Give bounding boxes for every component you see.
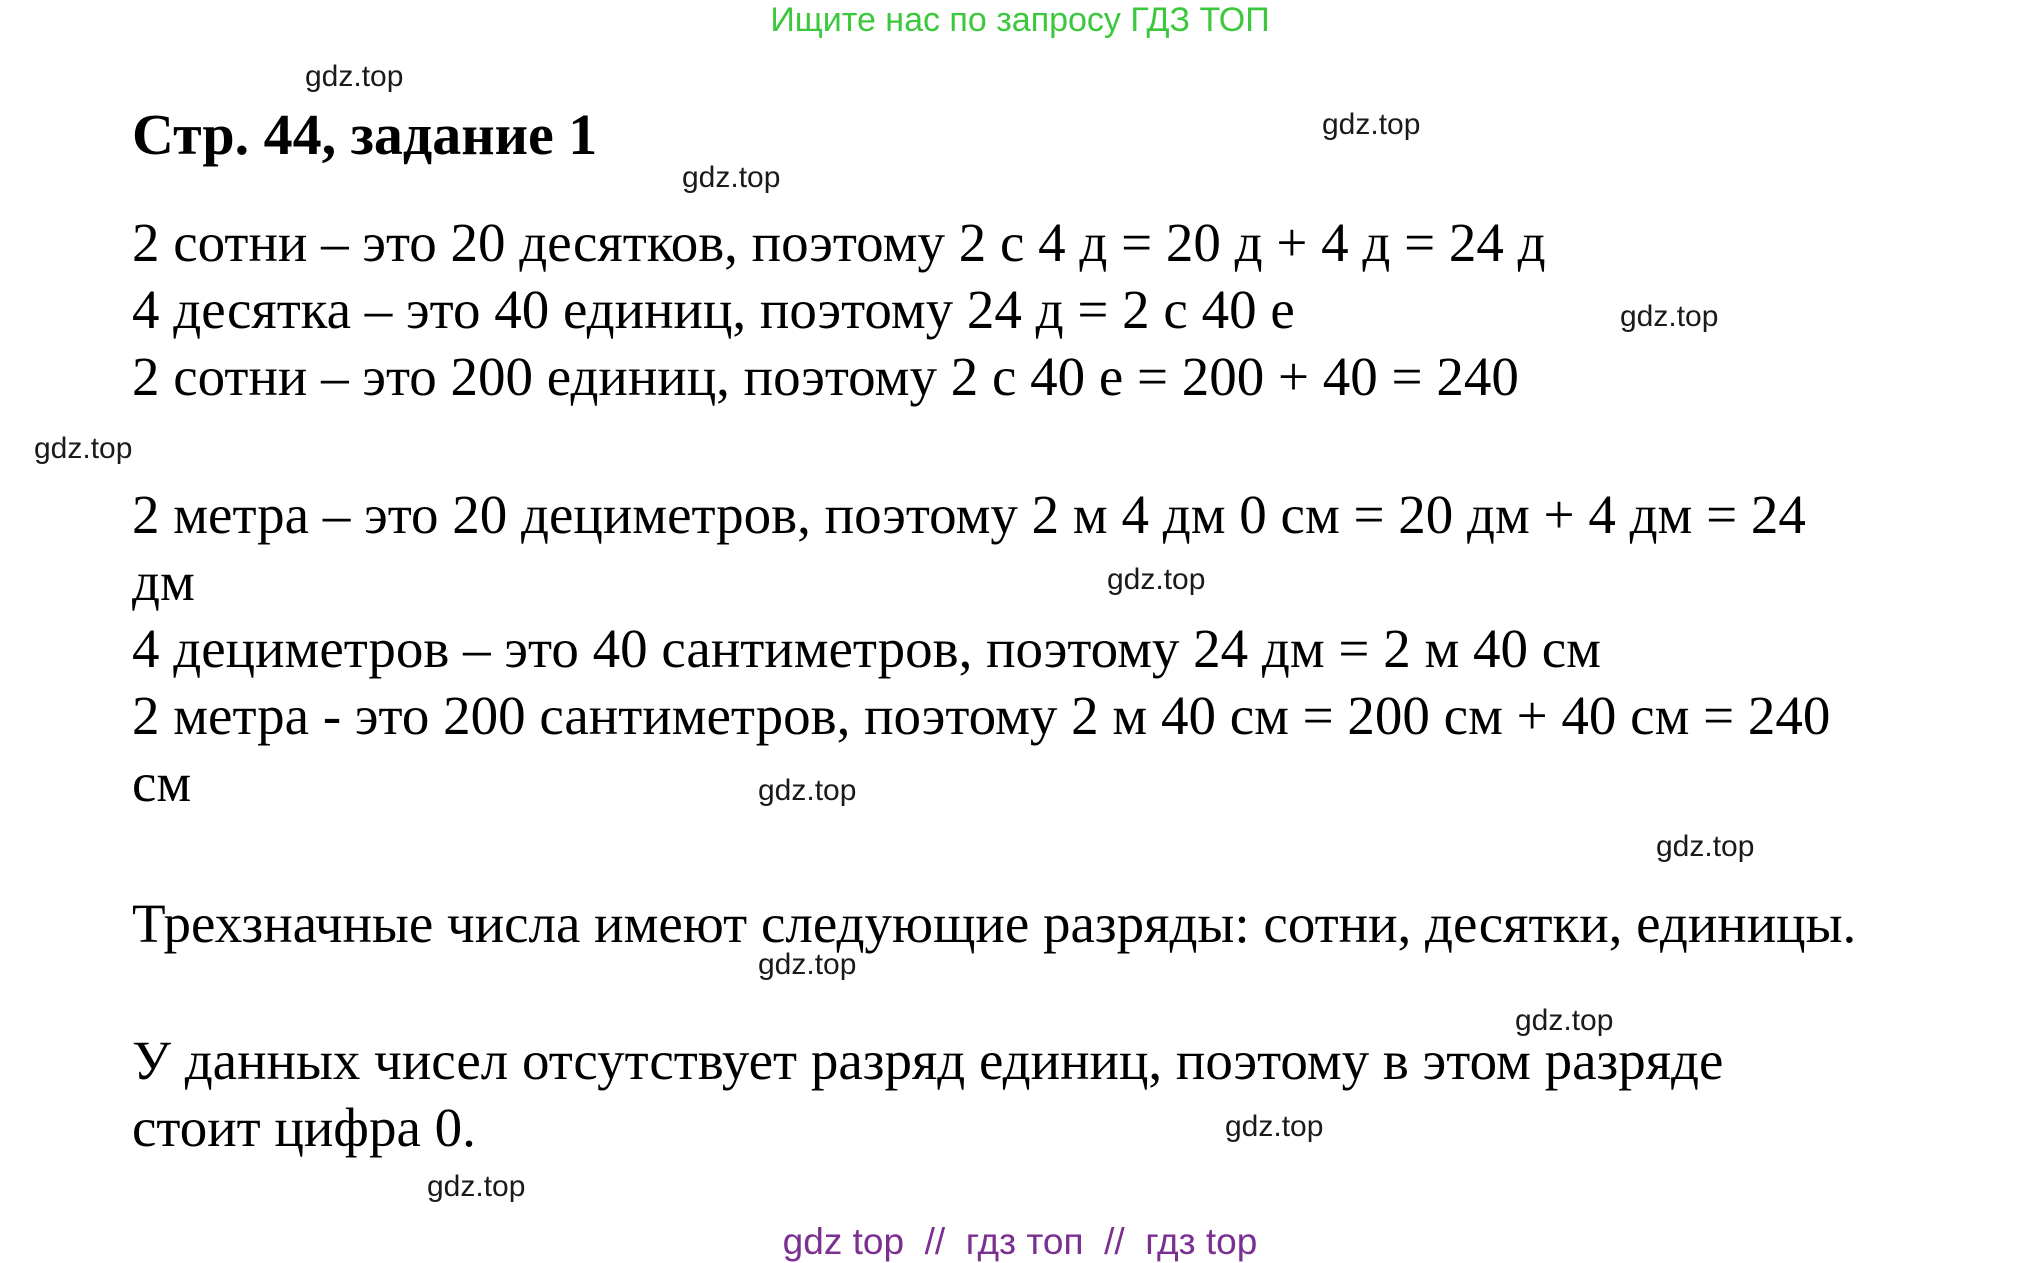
text-line: см: [132, 752, 192, 813]
text-line: стоит цифра 0.: [132, 1097, 476, 1158]
watermark: gdz.top: [758, 774, 857, 807]
watermark: gdz.top: [682, 161, 781, 194]
paragraph-meters: [132, 481, 2012, 816]
top-banner[interactable]: Ищите нас по запросу ГДЗ ТОП: [770, 1, 1270, 39]
page-title: Стр. 44, задание 1: [132, 102, 598, 167]
paragraph-zero: [132, 1027, 2012, 1161]
watermark: gdz.top: [1620, 300, 1719, 333]
text-line: 4 десятка – это 40 единиц, поэтому 24 д = 2 с 40 е: [132, 279, 1295, 340]
text-line: 2 сотни – это 200 единиц, поэтому 2 с 40 е = 200 + 40 = 240: [132, 346, 1519, 407]
text-line: Трехзначные числа имеют следующие разряды: сотни, десятки, единицы.: [132, 893, 1857, 954]
text-line: 4 дециметров – это 40 сантиметров, поэтому 24 дм = 2 м 40 см: [132, 618, 1601, 679]
text-line: 2 сотни – это 20 десятков, поэтому 2 с 4 д = 20 д + 4 д = 24 д: [132, 212, 1546, 273]
watermark: gdz.top: [1107, 563, 1206, 596]
watermark: gdz.top: [34, 432, 133, 465]
text-line: 2 метра – это 20 дециметров, поэтому 2 м 4 дм 0 см = 20 дм + 4 дм = 24: [132, 484, 1806, 545]
paragraph-hundreds: [132, 209, 2012, 410]
watermark: gdz.top: [1225, 1110, 1324, 1143]
watermark: gdz.top: [758, 948, 857, 981]
watermark: gdz.top: [427, 1170, 526, 1203]
text-line: У данных чисел отсутствует разряд единиц, поэтому в этом разряде: [132, 1030, 1724, 1091]
watermark: gdz.top: [305, 60, 404, 93]
paragraph-digits: [132, 890, 2012, 957]
watermark: gdz.top: [1656, 830, 1755, 863]
footer-links[interactable]: gdz top // гдз топ // гдз top: [782, 1221, 1258, 1262]
text-line: дм: [132, 551, 195, 612]
watermark: gdz.top: [1515, 1004, 1614, 1037]
text-line: 2 метра - это 200 сантиметров, поэтому 2 м 40 см = 200 см + 40 см = 240: [132, 685, 1831, 746]
watermark: gdz.top: [1322, 108, 1421, 141]
